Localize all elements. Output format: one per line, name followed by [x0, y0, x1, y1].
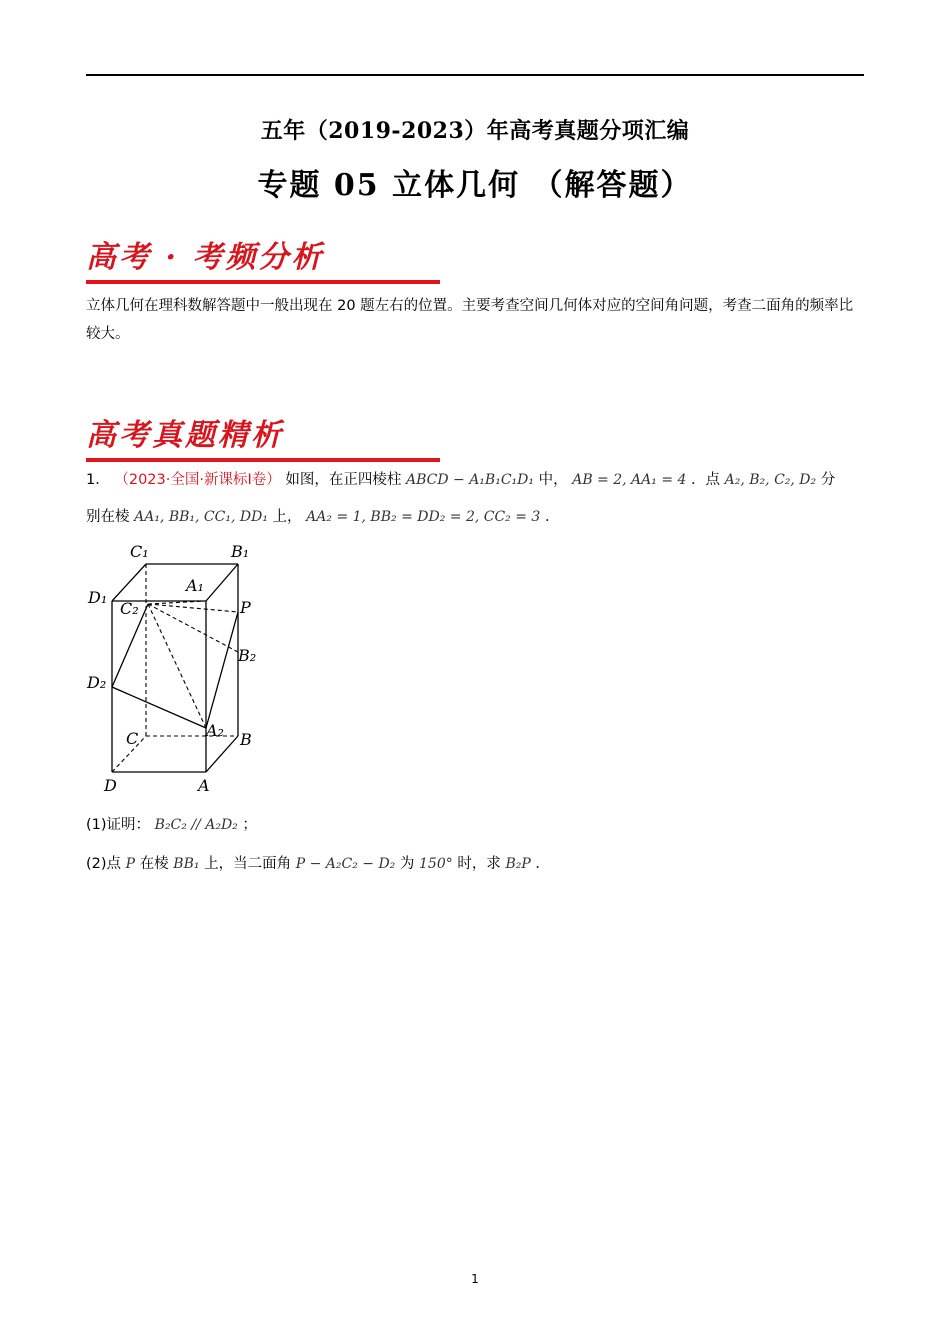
question-text: 为 — [399, 856, 415, 872]
prism-figure — [86, 540, 286, 804]
points-list: A₂, B₂, C₂, D₂ — [724, 472, 817, 488]
dihedral-angle: P − A₂C₂ − D₂ — [295, 856, 396, 872]
analysis-banner — [86, 232, 440, 284]
label-a2: A₂ — [206, 721, 224, 740]
questions-banner-underline — [86, 458, 440, 462]
label-d2: D₂ — [87, 673, 107, 692]
angle-value: 150° — [419, 856, 453, 872]
questions-banner — [86, 410, 440, 462]
part-end: ； — [242, 817, 257, 833]
question-1-part-2 — [86, 852, 550, 873]
question-number: 1． — [86, 472, 110, 488]
edge-bb1: BB₁ — [173, 856, 200, 872]
label-c2: C₂ — [120, 599, 139, 618]
question-1-part-1 — [86, 813, 257, 834]
question-text: 在棱 — [139, 856, 169, 872]
label-b2: B₂ — [238, 646, 257, 665]
label-c: C — [126, 729, 139, 748]
question-text: 上， — [272, 509, 302, 525]
part-label: (2)点 — [86, 856, 122, 872]
document-subtitle: 专题 05 立体几何 （解答题） — [257, 168, 693, 203]
label-b: B — [240, 730, 252, 749]
prism-diagram — [86, 540, 286, 800]
question-text: 上，当二面角 — [204, 856, 292, 872]
question-text: ．点 — [691, 472, 721, 488]
header-rule — [86, 74, 864, 76]
question-text: ． — [544, 509, 560, 525]
question-1-line-1 — [86, 468, 835, 489]
analysis-banner-text: 高考 · 考频分析 — [86, 240, 325, 275]
edges-list: AA₁, BB₁, CC₁, DD₁ — [134, 509, 268, 525]
edge-lengths: AB = 2, AA₁ = 4 — [572, 472, 687, 488]
prism-name: ABCD − A₁B₁C₁D₁ — [405, 472, 534, 488]
part-label: (1)证明： — [86, 817, 151, 833]
analysis-paragraph: 立体几何在理科数解答题中一般出现在 20 题左右的位置。主要考查空间几何体对应的空间角问题，考查二面角的频率比较大。 — [86, 298, 854, 342]
point-p: P — [125, 856, 136, 872]
label-b1: B₁ — [231, 542, 250, 561]
question-source: （2023·全国·新课标Ⅰ卷） — [114, 472, 281, 488]
question-1-line-2 — [86, 505, 559, 526]
target-segment: B₂P — [505, 856, 531, 872]
questions-banner-text: 高考真题精析 — [86, 418, 284, 453]
document-title: 五年（2019-2023）年高考真题分项汇编 — [260, 118, 690, 144]
question-text: 分 — [820, 472, 836, 488]
label-a: A — [198, 776, 210, 795]
analysis-banner-underline — [86, 280, 440, 284]
question-text: 如图，在正四棱柱 — [285, 472, 402, 488]
label-a1: A₁ — [186, 576, 204, 595]
label-c1: C₁ — [130, 542, 149, 561]
label-d1: D₁ — [88, 588, 108, 607]
part-end: ． — [535, 856, 550, 872]
page-number: 1 — [471, 1272, 479, 1286]
label-d: D — [104, 776, 117, 795]
parallel-statement: B₂C₂ // A₂D₂ — [154, 817, 238, 833]
label-p: P — [240, 598, 251, 617]
question-text: 时，求 — [457, 856, 501, 872]
question-text: 别在棱 — [86, 509, 130, 525]
point-distances: AA₂ = 1, BB₂ = DD₂ = 2, CC₂ = 3 — [306, 509, 541, 525]
question-text: 中， — [538, 472, 568, 488]
